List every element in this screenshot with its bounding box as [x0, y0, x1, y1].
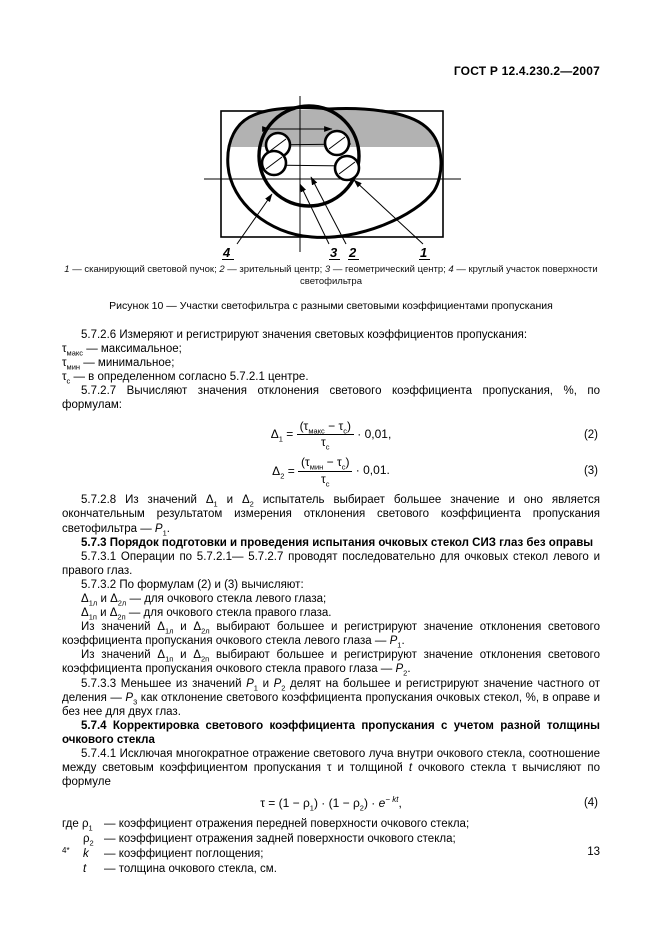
- paragraph-5-7-2-6: 5.7.2.6 Измеряют и регистрируют значения световых коэффициентов пропускания:: [81, 329, 528, 341]
- document-body: [62, 328, 600, 877]
- callout-3: 3: [329, 245, 337, 260]
- tau-center-item: $\tau_с$ — в определенном согласно 5.7.2.1 центре.: [62, 371, 309, 386]
- paragraph-5-7-3-1: 5.7.3.1 Операции по 5.7.2.1— 5.7.2.7 проводят последовательно для очковых стекол левого и правого глаз.: [62, 550, 600, 577]
- where-k: k — коэффициент поглощения;: [83, 847, 264, 860]
- beam-spot-lower-left: [262, 151, 286, 175]
- paragraph-left-eye: Из значений $\Delta_{1л}$ и $\Delta_{2л}$ выбирают большее и регистрируют значение отклонения светового коэффициента пропускания очкового стекла левого глаза — $P_1$.: [62, 621, 601, 650]
- formula-2-rhs: · 0,01,: [353, 426, 392, 441]
- formula-4-number: (4): [583, 797, 598, 810]
- formula-2-number: (2): [583, 428, 598, 441]
- document-code: ГОСТ Р 12.4.230.2—2007: [453, 64, 600, 78]
- callout-4: 4: [222, 245, 230, 260]
- figure-10-diagram: [194, 94, 469, 261]
- formula-2-fraction: $\frac{(\tau_{макс} - \tau_с)}{\tau_с}$: [297, 420, 354, 450]
- heading-5-7-3: 5.7.3 Порядок подготовки и проведения испытания очковых стекол СИЗ глаз без оправы: [81, 536, 594, 549]
- formula-4: [62, 795, 600, 813]
- beam-spot-lower-right: [335, 156, 359, 180]
- page-footer: [62, 846, 600, 858]
- formula-3-fraction: $\frac{(\tau_{мин} - \tau_с)}{\tau_с}$: [298, 456, 352, 486]
- tau-min-item: $\tau_{мин}$ — минимальное;: [62, 357, 175, 372]
- where-rho1: где $\rho_1$ — коэффициент отражения передней поверхности очкового стекла;: [62, 818, 470, 833]
- paragraph-5-7-3-2: 5.7.3.2 По формулам (2) и (3) вычисляют:: [81, 578, 304, 591]
- paragraph-5-7-3-3: 5.7.3.3 Меньшее из значений $P_1$ и $P_2$ делят на большее и регистрируют значение частного от деления — $P_3$ как отклонение светового коэффициента пропускания очковых стекол, %, в оправе и без нее для двух глаз.: [62, 677, 600, 718]
- where-t: t — толщина очкового стекла, см.: [83, 862, 277, 875]
- figure-caption: Рисунок 10 — Участки светофильтра с разными световыми коэффициентами пропускания: [109, 300, 553, 312]
- heading-5-7-4: 5.7.4 Корректировка светового коэффициента пропускания с учетом разной толщины очкового стекла: [62, 719, 600, 746]
- delta-right-item: $\Delta_{1п}$ и $\Delta_{2п}$ — для очкового стекла правого глаза.: [81, 607, 332, 622]
- leader-2: [311, 177, 346, 244]
- formula-3: [62, 455, 600, 489]
- tau-max-item: $\tau_{макс}$ — максимальное;: [62, 343, 182, 358]
- beam-spot-upper-right: [325, 131, 349, 155]
- paragraph-5-7-2-8: 5.7.2.8 Из значений $\Delta_1$ и $\Delta_2$ испытатель выбирает большее значение и оно является окончательным результатом измерения отклонения светового коэффициента пропускания светофильтра — $P_1$.: [62, 494, 601, 537]
- page-number: 13: [587, 846, 600, 858]
- printer-signature: 4*: [62, 846, 70, 855]
- delta-left-item: $\Delta_{1л}$ и $\Delta_{2л}$ — для очкового стекла левого глаза;: [81, 592, 327, 608]
- formula-4-expression: $\tau = (1 - \rho_1) \cdot (1 - \rho_2) \cdot e^{- kt}$,: [260, 795, 402, 813]
- paragraph-right-eye: Из значений $\Delta_{1п}$ и $\Delta_{2п}$ выбирают большее и регистрируют значение отклонения светового коэффициента пропускания очкового стекла правого глаза — $P_2$.: [62, 649, 601, 678]
- paragraph-5-7-4-1: 5.7.4.1 Исключая многократное отражение светового луча внутри очкового стекла, соотношение между световым коэффициентом пропускания τ и толщиной t очкового стекла τ вычисляют по формуле: [62, 748, 600, 789]
- where-rho2: $\rho_2$ — коэффициент отражения задней поверхности очкового стекла;: [83, 833, 456, 848]
- formula-3-rhs: · 0,01.: [352, 463, 390, 478]
- figure-legend: 1 — сканирующий световой пучок; 2 — зрительный центр; 3 — геометрический центр; 4 — круглый участок поверхности светофильтра: [64, 264, 598, 287]
- formula-2-lhs: $\Delta_1$ =: [270, 426, 297, 444]
- callout-1: 1: [419, 245, 427, 260]
- formula-3-lhs: $\Delta_2$ =: [272, 463, 299, 480]
- formula-2: [62, 420, 600, 450]
- paragraph-5-7-2-7: 5.7.2.7 Вычисляют значения отклонения светового коэффициента пропускания, %, по формулам:: [62, 385, 600, 412]
- formula-3-number: (3): [583, 465, 598, 478]
- figure-10: [194, 94, 469, 261]
- callout-2: 2: [348, 245, 356, 260]
